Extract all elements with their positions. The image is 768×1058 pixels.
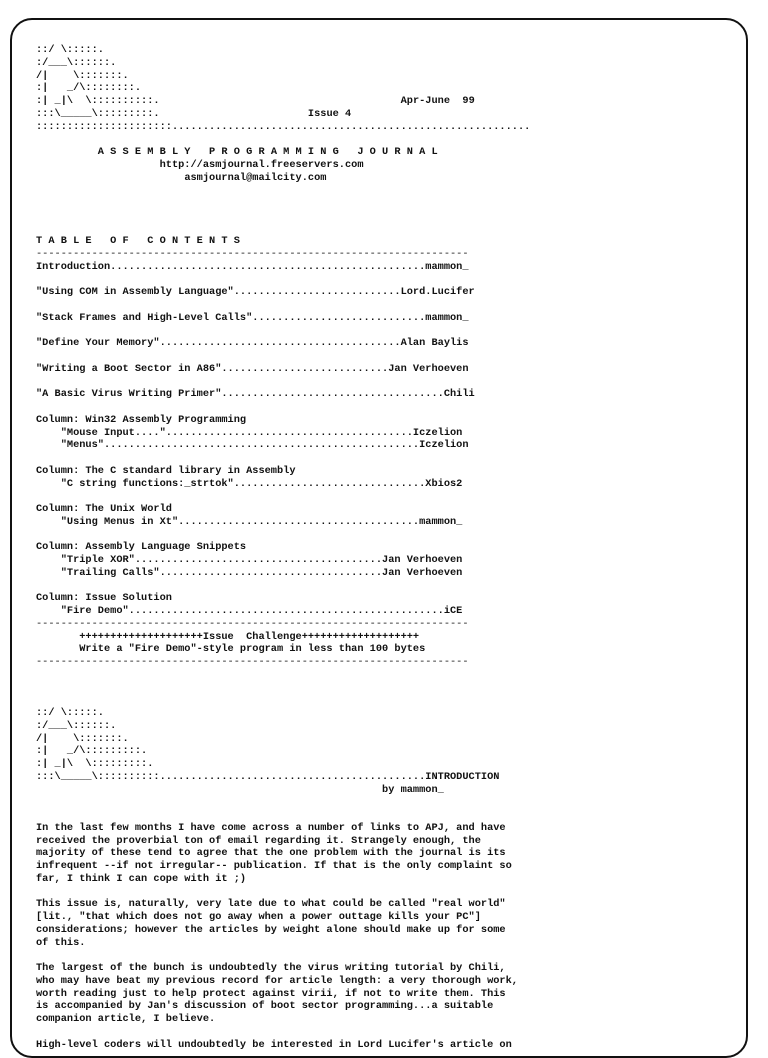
toc-column-item: "Menus"...................................................Iczelion (36, 439, 469, 452)
toc-column-title: Column: The Unix World (36, 503, 172, 515)
toc-column-item: "Mouse Input...."........................................Iczelion (36, 426, 463, 439)
toc-entry: "A Basic Virus Writing Primer"....................................Chili (36, 388, 475, 401)
toc-column-item: "Triple XOR"........................................Jan Verhoeven (36, 554, 463, 566)
toc-rule: ---------------------------------------------------------------------- (36, 617, 469, 630)
toc-column-title: Column: The C standard library in Assembly (36, 464, 296, 477)
toc-column-item: "Using Menus in Xt".......................................mammon_ (36, 515, 463, 528)
toc-entry: "Stack Frames and High-Level Calls"............................mammon_ (36, 311, 469, 324)
toc-column-item: "Trailing Calls"....................................Jan Verhoeven (36, 566, 463, 579)
intro-byline: by mammon_ (36, 783, 444, 796)
toc-rule: ---------------------------------------------------------------------- (36, 656, 469, 668)
header-logo-art: ::/ \:::::. :/___\::::::. /| \:::::::. :| _/\::::::::. :| _|\ \::::::::::. (36, 44, 160, 107)
journal-email: asmjournal@mailcity.com (184, 171, 327, 184)
header-divider: ::::::::::::::::::::::.......................................................... (36, 120, 531, 133)
intro-paragraph: High-level coders will undoubtedly be interested in Lord Lucifer's article on (36, 1038, 512, 1051)
toc-column-item: "Fire Demo"...................................................iCE (36, 605, 463, 617)
toc-entry: "Writing a Boot Sector in A86"...........................Jan Verhoeven (36, 362, 469, 375)
toc-column-title: Column: Assembly Language Snippets (36, 541, 247, 554)
intro-paragraph: In the last few months I have come across a number of links to APJ, and have received the proverbial ton of email regarding it. Strangely enough, the majority of these tend to agree that the one problem with the journal is its infrequent --if not irregular-- publication. If that is the only complaint so far, I think I can cope with it ;) (36, 821, 512, 885)
intro-paragraph: This issue is, naturally, very late due to what could be called "real world" [lit., "that which does not go away when a power outtage kills your PC"] considerations; however the articles by weight alone should make up for some of this. (36, 898, 506, 949)
issue-number: Issue 4 (307, 107, 352, 120)
toc-entry: "Using COM in Assembly Language"...........................Lord.Lucifer (36, 286, 475, 299)
journal-title: A S S E M B L Y P R O G R A M M I N G J O U R N A L (97, 146, 438, 158)
journal-url: http://asmjournal.freeservers.com (159, 158, 364, 171)
toc-rule: ---------------------------------------------------------------------- (36, 248, 469, 260)
toc-entry: Introduction...................................................mammon_ (36, 260, 469, 273)
toc-column-title: Column: Win32 Assembly Programming (36, 413, 247, 426)
challenge-banner: ++++++++++++++++++++Issue Challenge+++++++++++++++++++ (36, 630, 420, 643)
document-page (10, 18, 748, 1058)
toc-entry: "Define Your Memory".......................................Alan Baylis (36, 337, 469, 350)
toc-column-item: "C string functions:_strtok"...............................Xbios2 (36, 477, 463, 490)
toc-column-title: Column: Issue Solution (36, 592, 172, 605)
intro-tag-line: :::\_____\::::::::::...........................................INTRODUCTION (36, 770, 500, 783)
journal-text (36, 44, 530, 1051)
intro-logo-art: ::/ \:::::. :/___\::::::. /| \:::::::. :| _/\:::::::::. :| _|\ \:::::::::. (36, 707, 154, 770)
header-logo-line6: :::\_____\:::::::::. (36, 107, 160, 120)
intro-paragraph: The largest of the bunch is undoubtedly the virus writing tutorial by Chili, who may have beat my previous record for article length: a very thorough work, worth reading just to help protect against virii, if not to write them. This is accompanied by Jan's discussion of boot sector programming...a suitable companion article, I believe. (36, 962, 518, 1025)
issue-date: Apr-June 99 (400, 95, 475, 107)
toc-heading: T A B L E O F C O N T E N T S (36, 235, 240, 248)
challenge-text: Write a "Fire Demo"-style program in less than 100 bytes (36, 643, 426, 656)
